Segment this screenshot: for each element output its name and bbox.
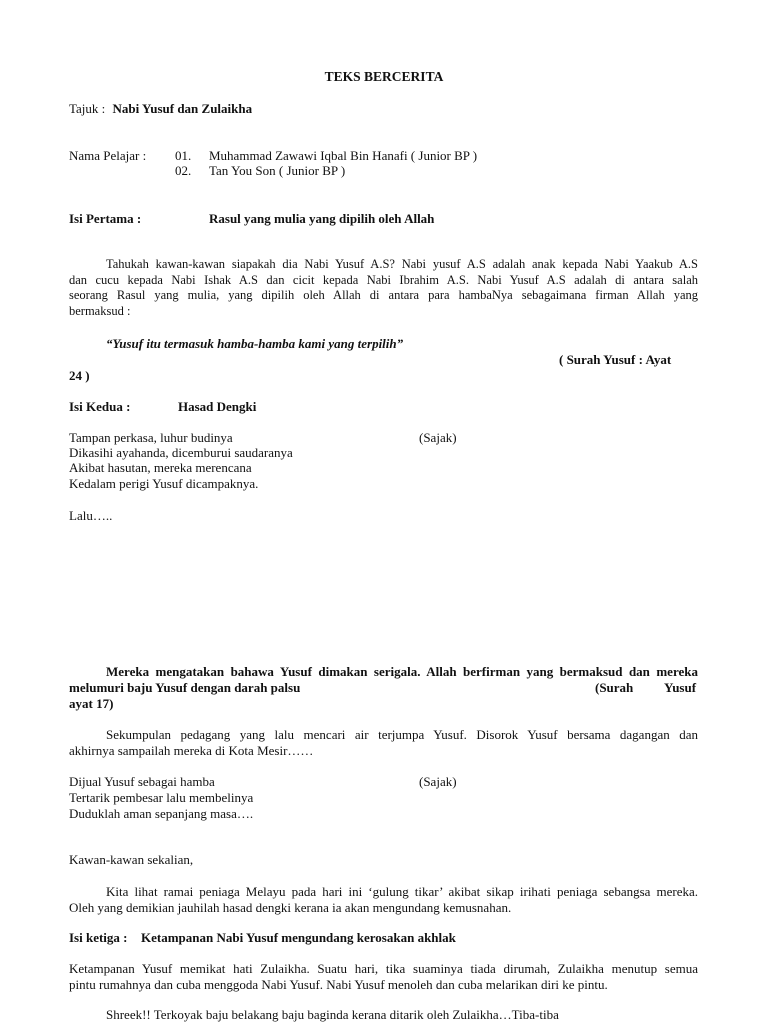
reference-yusuf: Yusuf xyxy=(664,680,697,695)
tajuk-line xyxy=(69,101,252,117)
paragraph-line: pintu rumahnya dan cuba menggoda Nabi Yusuf. Nabi Yusuf menoleh dan cuba melarikan diri ke pintu. xyxy=(69,977,608,992)
student-number: 02. xyxy=(175,163,192,178)
moral-paragraph xyxy=(69,884,698,916)
reference-surah: (Surah xyxy=(595,680,634,695)
tajuk-label: Tajuk : xyxy=(69,101,106,116)
poem-line: Dijual Yusuf sebagai hamba xyxy=(69,774,215,789)
poem-line: Akibat hasutan, mereka merencana xyxy=(69,460,252,475)
poem-tag: (Sajak) xyxy=(419,774,457,789)
isi-kedua-label: Isi Kedua : xyxy=(69,399,131,414)
bold-paragraph xyxy=(69,664,698,680)
poem-line: Kedalam perigi Yusuf dicampaknya. xyxy=(69,476,259,491)
quote-reference-cont: 24 ) xyxy=(69,368,90,383)
isi-ketiga-heading: Ketampanan Nabi Yusuf mengundang kerosakan akhlak xyxy=(141,930,456,945)
isi-ketiga-paragraph xyxy=(69,961,698,993)
greeting: Kawan-kawan sekalian, xyxy=(69,852,194,867)
paragraph-line: Oleh yang demikian jauhilah hasad dengki kerana ia akan mengundang kemusnahan. xyxy=(69,900,512,915)
paragraph-line: Kita lihat ramai peniaga Melayu pada hari ini ‘gulung tikar’ akibat sikap irihati peniaga sebangsa mereka. xyxy=(106,884,698,899)
poem-line: Tampan perkasa, luhur budinya xyxy=(69,430,233,445)
isi-kedua-heading: Hasad Dengki xyxy=(178,399,257,414)
student-name: Muhammad Zawawi Iqbal Bin Hanafi ( Junior BP ) xyxy=(209,148,478,163)
poem-line: Duduklah aman sepanjang masa…. xyxy=(69,806,254,821)
poem-line: Dikasihi ayahanda, dicemburui saudaranya xyxy=(69,445,293,460)
paragraph-line: seorang Rasul yang mulia, yang dipilih oleh Allah di antara para hambaNya sebagaimana firman Allah yang xyxy=(69,288,698,302)
paragraph-line: Ketampanan Yusuf memikat hati Zulaikha. Suatu hari, tika suaminya tiada dirumah, Zulaikha menutup semua xyxy=(69,961,698,976)
isi-pertama-heading: Rasul yang mulia yang dipilih oleh Allah xyxy=(209,211,435,226)
paragraph-line: Sekumpulan pedagang yang lalu mencari air terjumpa Yusuf. Disorok Yusuf bersama dagangan dan xyxy=(106,727,698,742)
traders-paragraph xyxy=(69,727,698,759)
paragraph-line: ayat 17) xyxy=(69,696,114,711)
paragraph-line: Tahukah kawan-kawan siapakah dia Nabi Yusuf A.S? Nabi yusuf A.S adalah anak kepada Nabi Yaakub A.S xyxy=(106,257,698,271)
poem-line: Tertarik pembesar lalu membelinya xyxy=(69,790,254,805)
isi-pertama-label: Isi Pertama : xyxy=(69,211,142,226)
document-title: TEKS BERCERITA xyxy=(324,69,444,84)
quote-reference: ( Surah Yusuf : Ayat xyxy=(559,352,672,367)
tajuk-value: Nabi Yusuf dan Zulaikha xyxy=(112,101,253,116)
paragraph-line: akhirnya sampailah mereka di Kota Mesir…… xyxy=(69,743,314,758)
student-name: Tan You Son ( Junior BP ) xyxy=(209,163,346,178)
last-line: Shreek!! Terkoyak baju belakang baju baginda kerana ditarik oleh Zulaikha…Tiba-tiba xyxy=(106,1007,559,1022)
lalu-text: Lalu….. xyxy=(69,508,113,523)
isi-ketiga-label: Isi ketiga : xyxy=(69,930,128,945)
paragraph-line: bermaksud : xyxy=(69,303,131,318)
paragraph-line: dan cucu kepada Nabi Ishak A.S dan cicit kepada Nabi Ibrahim A.S. Nabi Yusuf A.S adalah di antara salah xyxy=(69,272,698,287)
paragraph-line: Mereka mengatakan bahawa Yusuf dimakan serigala. Allah berfirman yang bermaksud dan mereka xyxy=(106,664,698,679)
quote: “Yusuf itu termasuk hamba-hamba kami yang terpilih” xyxy=(106,336,404,351)
paragraph-line: melumuri baju Yusuf dengan darah palsu xyxy=(69,680,301,695)
students-label: Nama Pelajar : xyxy=(69,148,147,163)
isi-pertama-paragraph xyxy=(69,257,698,319)
student-number: 01. xyxy=(175,148,192,163)
poem-tag: (Sajak) xyxy=(419,430,457,445)
